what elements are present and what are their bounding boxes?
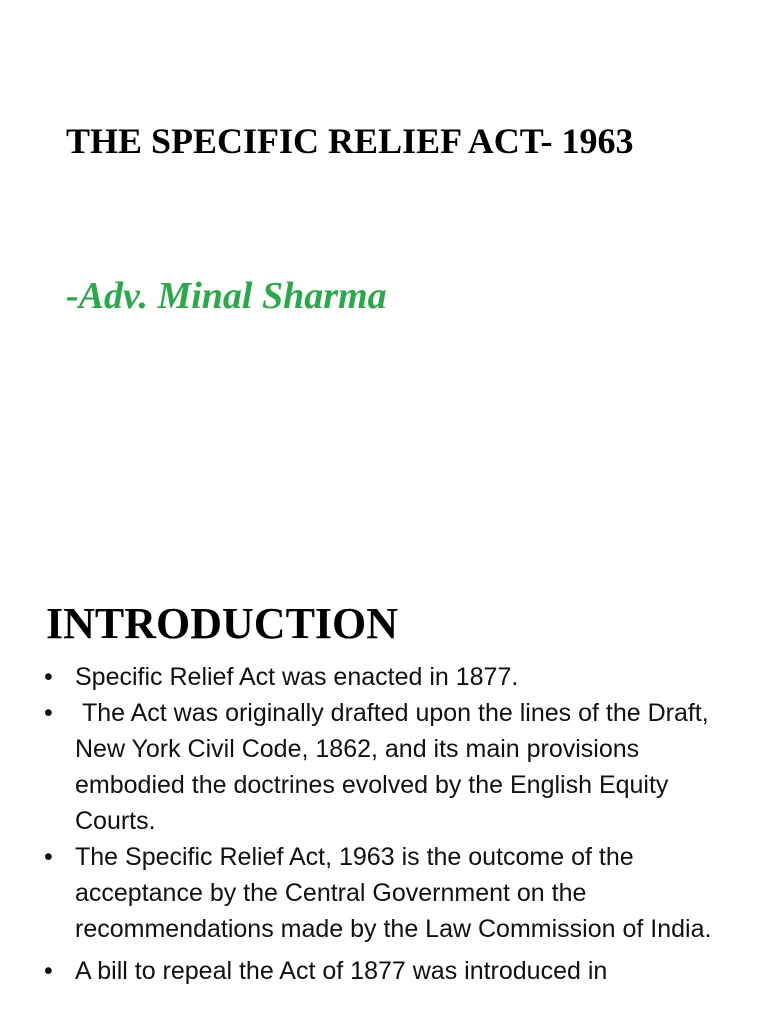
list-item bbox=[44, 695, 734, 839]
bullet-icon: • bbox=[44, 663, 53, 691]
list-item bbox=[44, 659, 734, 695]
list-item bbox=[44, 839, 734, 947]
bullet-text: A bill to repeal the Act of 1877 was introduced in bbox=[75, 957, 608, 985]
author-name: -Adv. Minal Sharma bbox=[66, 275, 387, 317]
list-item bbox=[44, 953, 734, 989]
bullet-text: The Act was originally drafted upon the lines of the Draft, New York Civil Code, 1862, and its main provisions embodied the doctrines evolved by the English Equity Courts. bbox=[75, 699, 716, 835]
introduction-heading: INTRODUCTION bbox=[46, 599, 399, 648]
slide-title: THE SPECIFIC RELIEF ACT- 1963 bbox=[66, 121, 634, 161]
bullet-icon: • bbox=[44, 699, 53, 727]
bullet-list bbox=[44, 659, 734, 989]
bullet-icon: • bbox=[44, 957, 53, 985]
bullet-icon: • bbox=[44, 843, 53, 871]
bullet-text: Specific Relief Act was enacted in 1877. bbox=[75, 663, 519, 691]
introduction-slide bbox=[0, 560, 768, 1024]
bullet-text: The Specific Relief Act, 1963 is the outcome of the acceptance by the Central Government on the recommendations made by the Law Commission of India. bbox=[75, 843, 712, 943]
